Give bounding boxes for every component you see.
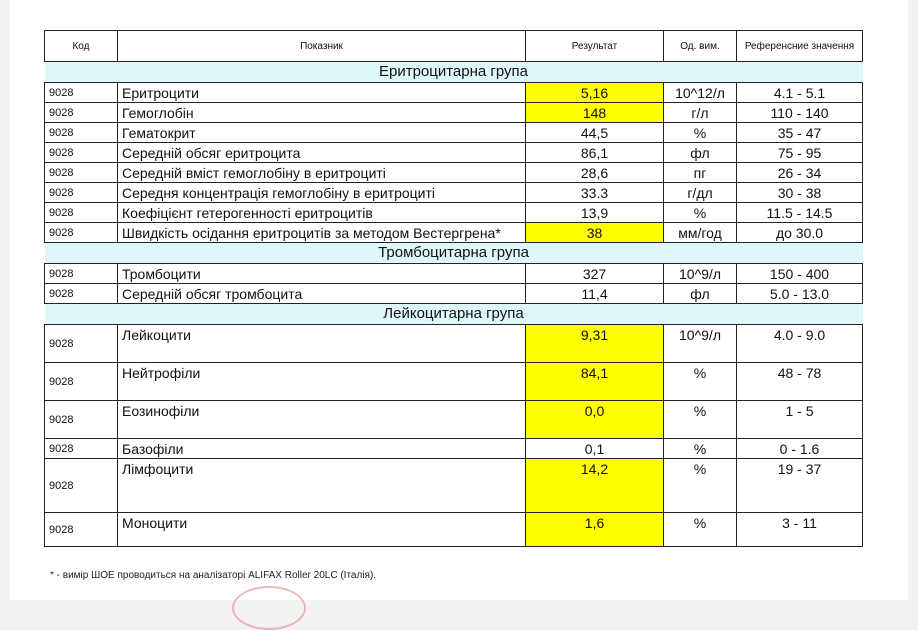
- cell-code: 9028: [45, 163, 118, 183]
- table-row: [45, 103, 863, 123]
- table-row: [45, 83, 863, 103]
- cell-result: 148: [526, 103, 664, 123]
- cell-ref: 4.0 - 9.0: [737, 325, 863, 363]
- cell-result: 14,2: [526, 459, 664, 513]
- cell-code: 9028: [45, 123, 118, 143]
- cell-unit: фл: [664, 143, 737, 163]
- group-title: Тромбоцитарна група: [45, 243, 863, 264]
- cell-ref: 5.0 - 13.0: [737, 284, 863, 304]
- cell-name: Лейкоцити: [118, 325, 526, 363]
- cell-unit: %: [664, 401, 737, 439]
- cell-unit: фл: [664, 284, 737, 304]
- cell-name: Середній вміст гемоглобіну в еритроциті: [118, 163, 526, 183]
- cell-ref: 35 - 47: [737, 123, 863, 143]
- table-row: [45, 143, 863, 163]
- cell-result: 327: [526, 264, 664, 284]
- cell-result: 1,6: [526, 513, 664, 547]
- footnote: * - вимір ШОЕ проводиться на аналізаторі ALIFAX Roller 20LC (Італія).: [50, 570, 377, 581]
- cell-code: 9028: [45, 83, 118, 103]
- cell-code: 9028: [45, 223, 118, 243]
- cell-result: 86,1: [526, 143, 664, 163]
- cell-unit: пг: [664, 163, 737, 183]
- lab-results-table: [44, 30, 863, 547]
- cell-unit: %: [664, 439, 737, 459]
- header-reference: Референсние значення: [737, 31, 863, 62]
- table-row: [45, 223, 863, 243]
- header-unit: Од. вим.: [664, 31, 737, 62]
- cell-ref: 3 - 11: [737, 513, 863, 547]
- cell-name: Моноцити: [118, 513, 526, 547]
- table-row: [45, 459, 863, 513]
- cell-name: Середній обсяг тромбоцита: [118, 284, 526, 304]
- cell-ref: 48 - 78: [737, 363, 863, 401]
- cell-name: Еритроцити: [118, 83, 526, 103]
- cell-unit: %: [664, 203, 737, 223]
- table-row: [45, 183, 863, 203]
- cell-result: 0,1: [526, 439, 664, 459]
- cell-result: 28,6: [526, 163, 664, 183]
- cell-code: 9028: [45, 183, 118, 203]
- table-row: [45, 439, 863, 459]
- table-row: [45, 163, 863, 183]
- cell-unit: мм/год: [664, 223, 737, 243]
- cell-name: Гемоглобін: [118, 103, 526, 123]
- cell-result: 5,16: [526, 83, 664, 103]
- group-leuko: [45, 304, 863, 325]
- cell-unit: 10^9/л: [664, 264, 737, 284]
- cell-name: Середня концентрація гемоглобіну в еритроциті: [118, 183, 526, 203]
- cell-name: Нейтрофіли: [118, 363, 526, 401]
- cell-code: 9028: [45, 513, 118, 547]
- cell-ref: 19 - 37: [737, 459, 863, 513]
- cell-code: 9028: [45, 264, 118, 284]
- cell-code: 9028: [45, 284, 118, 304]
- cell-result: 11,4: [526, 284, 664, 304]
- table-row: [45, 123, 863, 143]
- cell-unit: %: [664, 459, 737, 513]
- cell-name: Тромбоцити: [118, 264, 526, 284]
- table-row: [45, 401, 863, 439]
- header-indicator: Показник: [118, 31, 526, 62]
- cell-name: Коефіцієнт гетерогенності еритроцитів: [118, 203, 526, 223]
- cell-name: Еозинофіли: [118, 401, 526, 439]
- header-row: [45, 31, 863, 62]
- stamp-seal: [232, 586, 306, 630]
- header-result: Результат: [526, 31, 664, 62]
- cell-unit: г/дл: [664, 183, 737, 203]
- cell-code: 9028: [45, 103, 118, 123]
- cell-code: 9028: [45, 325, 118, 363]
- cell-code: 9028: [45, 203, 118, 223]
- cell-unit: г/л: [664, 103, 737, 123]
- cell-ref: 30 - 38: [737, 183, 863, 203]
- cell-result: 44,5: [526, 123, 664, 143]
- cell-code: 9028: [45, 459, 118, 513]
- table-row: [45, 284, 863, 304]
- cell-code: 9028: [45, 363, 118, 401]
- cell-code: 9028: [45, 401, 118, 439]
- cell-result: 13,9: [526, 203, 664, 223]
- table-row: [45, 203, 863, 223]
- cell-ref: 1 - 5: [737, 401, 863, 439]
- cell-name: Лімфоцити: [118, 459, 526, 513]
- cell-unit: 10^9/л: [664, 325, 737, 363]
- cell-ref: 11.5 - 14.5: [737, 203, 863, 223]
- cell-result: 9,31: [526, 325, 664, 363]
- cell-ref: 26 - 34: [737, 163, 863, 183]
- group-thrombo: [45, 243, 863, 264]
- cell-ref: 75 - 95: [737, 143, 863, 163]
- cell-result: 0,0: [526, 401, 664, 439]
- cell-ref: до 30.0: [737, 223, 863, 243]
- table-row: [45, 363, 863, 401]
- cell-name: Середній обсяг еритроцита: [118, 143, 526, 163]
- cell-ref: 150 - 400: [737, 264, 863, 284]
- cell-name: Гематокрит: [118, 123, 526, 143]
- group-erythro: [45, 62, 863, 83]
- cell-result: 84,1: [526, 363, 664, 401]
- table-row: [45, 513, 863, 547]
- cell-name: Базофіли: [118, 439, 526, 459]
- group-title: Еритроцитарна група: [45, 62, 863, 83]
- cell-unit: 10^12/л: [664, 83, 737, 103]
- cell-ref: 4.1 - 5.1: [737, 83, 863, 103]
- cell-code: 9028: [45, 439, 118, 459]
- table-row: [45, 325, 863, 363]
- cell-ref: 110 - 140: [737, 103, 863, 123]
- cell-code: 9028: [45, 143, 118, 163]
- report-page: [10, 0, 908, 600]
- cell-ref: 0 - 1.6: [737, 439, 863, 459]
- group-title: Лейкоцитарна група: [45, 304, 863, 325]
- table-row: [45, 264, 863, 284]
- cell-result: 33.3: [526, 183, 664, 203]
- cell-unit: %: [664, 513, 737, 547]
- cell-result: 38: [526, 223, 664, 243]
- header-code: Код: [45, 31, 118, 62]
- cell-unit: %: [664, 363, 737, 401]
- cell-name: Швидкість осідання еритроцитів за методом Вестергрена*: [118, 223, 526, 243]
- cell-unit: %: [664, 123, 737, 143]
